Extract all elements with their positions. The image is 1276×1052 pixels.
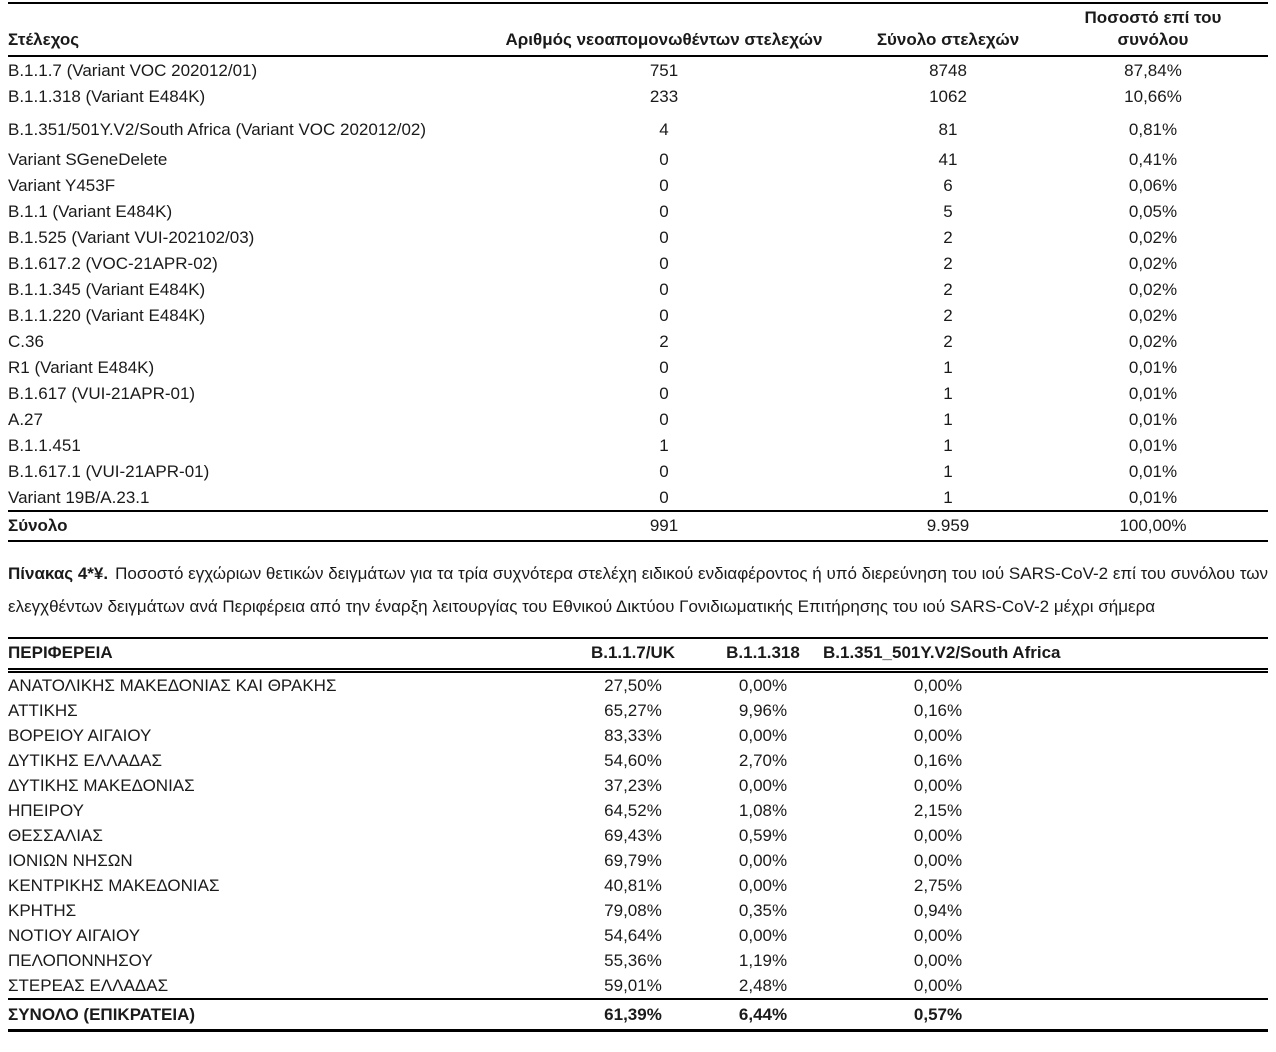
table-cell: 2,70% <box>738 751 788 770</box>
table-row <box>8 773 1268 798</box>
strains-header-row <box>8 3 1268 56</box>
table-cell: 0,02% <box>1128 331 1178 351</box>
regions-header-row <box>8 638 1268 671</box>
table-cell: ΙΟΝΙΩΝ ΝΗΣΩΝ <box>8 851 133 870</box>
table-cell: 54,64% <box>604 926 662 945</box>
table-cell: 87,84% <box>1124 60 1182 80</box>
table-row <box>8 380 1268 406</box>
strains-table <box>8 2 1268 542</box>
table-cell: 0,02% <box>1128 227 1178 247</box>
table-cell: 0,01% <box>1128 487 1178 507</box>
table-cell: 0 <box>659 149 669 169</box>
table-cell: ΔΥΤΙΚΗΣ ΜΑΚΕΔΟΝΙΑΣ <box>8 776 195 795</box>
table-cell: B.1.1.220 (Variant E484K) <box>8 305 206 325</box>
table-cell: B.1.525 (Variant VUI-202102/03) <box>8 227 255 247</box>
table-cell: 0,00% <box>913 676 963 695</box>
table-cell: 0,06% <box>1128 175 1178 195</box>
table-cell: 751 <box>649 60 679 80</box>
table-cell: 0 <box>659 357 669 377</box>
table-cell: 79,08% <box>604 901 662 920</box>
table-row <box>8 923 1268 948</box>
strains-header-total-strains: Σύνολο στελεχών <box>876 30 1020 49</box>
spacer-cell <box>1053 898 1268 923</box>
table-cell: B.1.617 (VUI-21APR-01) <box>8 383 196 403</box>
table-cell: 81 <box>938 120 958 139</box>
table-cell: 2 <box>943 279 953 299</box>
table-cell: 0 <box>659 383 669 403</box>
table-cell: Variant Y453F <box>8 175 116 195</box>
table-cell: 64,52% <box>604 801 662 820</box>
table-row <box>8 948 1268 973</box>
table-cell: Variant 19B/A.23.1 <box>8 487 150 507</box>
table-cell: 6 <box>943 175 953 195</box>
table-cell: 1 <box>943 461 953 481</box>
table-cell: 0,01% <box>1128 461 1178 481</box>
strains-total-row <box>8 511 1268 541</box>
strains-total-strains: 9.959 <box>926 516 970 535</box>
table-cell: 0,01% <box>1128 409 1178 429</box>
table-cell: 0,59% <box>738 826 788 845</box>
regions-total-label: ΣΥΝΟΛΟ (ΕΠΙΚΡΑΤΕΙΑ) <box>8 1004 196 1024</box>
table-cell: 10,66% <box>1124 86 1182 106</box>
table-cell: 0,00% <box>738 876 788 895</box>
table-cell: 0,00% <box>913 726 963 745</box>
table-cell: B.1.1.451 <box>8 435 81 455</box>
table-cell: 0,16% <box>913 701 963 720</box>
regions-header-region: ΠΕΡΙΦΕΡΕΙΑ <box>8 643 113 662</box>
table-cell: 2,75% <box>913 876 963 895</box>
spacer-cell <box>1053 973 1268 999</box>
table-cell: 0 <box>659 305 669 325</box>
table-cell: R1 (Variant E484K) <box>8 357 155 377</box>
spacer-cell <box>1053 773 1268 798</box>
table-cell: 8748 <box>929 60 967 80</box>
strains-header-new-isolates: Αριθμός νεοαπομονωθέντων στελεχών <box>505 30 823 49</box>
table-cell: 0,00% <box>738 726 788 745</box>
strains-table-body <box>8 56 1268 511</box>
spacer-cell <box>1053 698 1268 723</box>
table-cell: 0,81% <box>1128 120 1178 139</box>
table-cell: 0 <box>659 461 669 481</box>
regions-table <box>8 637 1268 1032</box>
table-cell: ΔΥΤΙΚΗΣ ΕΛΛΑΔΑΣ <box>8 751 162 770</box>
table-cell: B.1.351/501Y.V2/South Africa (Variant VOC 202012/02) <box>8 120 427 139</box>
strains-total-percent: 100,00% <box>1119 516 1187 535</box>
regions-total-b117: 61,39% <box>604 1004 662 1024</box>
table-cell: 2,15% <box>913 801 963 820</box>
table-cell: 2 <box>659 331 669 351</box>
table-row <box>8 873 1268 898</box>
table-row <box>8 328 1268 354</box>
table-row <box>8 973 1268 999</box>
table-cell: 0,00% <box>913 826 963 845</box>
table-cell: ΑΝΑΤΟΛΙΚΗΣ ΜΑΚΕΔΟΝΙΑΣ ΚΑΙ ΘΡΑΚΗΣ <box>8 676 337 695</box>
spacer-cell <box>1053 848 1268 873</box>
table-row <box>8 276 1268 302</box>
table-cell: 0,00% <box>913 776 963 795</box>
table-row <box>8 109 1268 146</box>
table-row <box>8 458 1268 484</box>
table-cell: 69,43% <box>604 826 662 845</box>
table-cell: 1,08% <box>738 801 788 820</box>
table-cell: 54,60% <box>604 751 662 770</box>
table-cell: 0 <box>659 253 669 273</box>
table-cell: 0 <box>659 201 669 221</box>
table-cell: 65,27% <box>604 701 662 720</box>
regions-header-b11318: B.1.1.318 <box>726 643 800 662</box>
table-cell: B.1.617.2 (VOC-21APR-02) <box>8 253 218 273</box>
table-cell: 0 <box>659 279 669 299</box>
table-cell: 2 <box>943 227 953 247</box>
table-caption-label: Πίνακας 4*¥. <box>8 564 109 583</box>
table-cell: 4 <box>659 120 669 139</box>
regions-header-b1351: B.1.351_501Y.V2/South Africa <box>823 643 1061 662</box>
table-cell: 0,00% <box>738 926 788 945</box>
table-cell: 0 <box>659 409 669 429</box>
regions-total-b1351: 0,57% <box>913 1004 963 1024</box>
table-row <box>8 250 1268 276</box>
table-row <box>8 172 1268 198</box>
spacer-cell <box>1053 723 1268 748</box>
regions-total-row <box>8 999 1268 1031</box>
regions-total-b11318: 6,44% <box>738 1004 788 1024</box>
table-cell: 0,00% <box>913 851 963 870</box>
table-cell: ΠΕΛΟΠΟΝΝΗΣΟΥ <box>8 951 153 970</box>
regions-table-body <box>8 671 1268 1000</box>
table-cell: 1 <box>943 487 953 507</box>
table-cell: 55,36% <box>604 951 662 970</box>
table-row <box>8 671 1268 699</box>
table-row <box>8 898 1268 923</box>
table-row <box>8 848 1268 873</box>
table-cell: 0,05% <box>1128 201 1178 221</box>
table-cell: 0 <box>659 175 669 195</box>
table-row <box>8 198 1268 224</box>
table-cell: 0,02% <box>1128 279 1178 299</box>
table-cell: 0,35% <box>738 901 788 920</box>
table-cell: 0,01% <box>1128 357 1178 377</box>
table-cell: ΚΡΗΤΗΣ <box>8 901 77 920</box>
table-cell: 5 <box>943 201 953 221</box>
table-cell: B.1.1.318 (Variant E484K) <box>8 86 206 106</box>
spacer-cell <box>1053 948 1268 973</box>
table-cell: 0,00% <box>913 926 963 945</box>
table-cell: 41 <box>938 149 958 169</box>
table-cell: ΒΟΡΕΙΟΥ ΑΙΓΑΙΟΥ <box>8 726 152 745</box>
spacer-cell <box>1053 798 1268 823</box>
table-row <box>8 83 1268 109</box>
table-cell: ΘΕΣΣΑΛΙΑΣ <box>8 826 103 845</box>
table-cell: 1 <box>943 435 953 455</box>
spacer-cell <box>1053 748 1268 773</box>
table-cell: 2 <box>943 305 953 325</box>
spacer-cell <box>1053 923 1268 948</box>
table-cell: 0,00% <box>738 676 788 695</box>
table-row <box>8 723 1268 748</box>
table-row <box>8 748 1268 773</box>
table-cell: B.1.617.1 (VUI-21APR-01) <box>8 461 210 481</box>
table-cell: 2,48% <box>738 976 788 995</box>
table-cell: B.1.1.7 (Variant VOC 202012/01) <box>8 60 258 80</box>
table-cell: 0 <box>659 227 669 247</box>
table-cell: B.1.1.345 (Variant E484K) <box>8 279 206 299</box>
table-cell: ΣΤΕΡΕΑΣ ΕΛΛΑΔΑΣ <box>8 976 169 995</box>
table-row <box>8 354 1268 380</box>
table-row <box>8 406 1268 432</box>
table-cell: 0,16% <box>913 751 963 770</box>
table-cell: 2 <box>943 253 953 273</box>
table-cell: 0,02% <box>1128 253 1178 273</box>
table-caption-text: Ποσοστό εγχώριων θετικών δειγμάτων για τα τρία συχνότερα στελέχη ειδικού ενδιαφέροντος ή υπό διερεύνηση του ιού SARS-CoV-2 επί του συνόλου των ελεγχθέντων δειγμάτων ανά Περιφέρεια από την έναρξη λειτουργίας του Εθνικού Δικτύου Γονιδιωματικής Επιτήρησης του ιού SARS-CoV-2 μέχρι σήμερα <box>8 564 1268 616</box>
table-cell: 1 <box>943 383 953 403</box>
table-cell: 83,33% <box>604 726 662 745</box>
table-cell: 1 <box>659 435 669 455</box>
table-cell: C.36 <box>8 331 44 351</box>
table-row <box>8 484 1268 511</box>
table-cell: 59,01% <box>604 976 662 995</box>
table-row <box>8 698 1268 723</box>
table-row <box>8 823 1268 848</box>
spacer-cell <box>1053 873 1268 898</box>
table-cell: 233 <box>649 86 679 106</box>
table-cell: 1062 <box>929 86 967 106</box>
regions-header-spacer <box>1053 638 1268 671</box>
table-cell: 37,23% <box>604 776 662 795</box>
table-cell: ΗΠΕΙΡΟΥ <box>8 801 84 820</box>
table-row <box>8 302 1268 328</box>
table-cell: 1 <box>943 409 953 429</box>
regions-header-b117: B.1.1.7/UK <box>590 643 676 662</box>
table-cell: 0,00% <box>913 976 963 995</box>
strains-total-new-isolates: 991 <box>649 516 679 535</box>
table-caption <box>8 557 1268 623</box>
table-cell: ΑΤΤΙΚΗΣ <box>8 701 78 720</box>
table-row <box>8 56 1268 83</box>
table-row <box>8 798 1268 823</box>
strains-total-label: Σύνολο <box>8 516 68 535</box>
table-row <box>8 224 1268 250</box>
table-cell: 27,50% <box>604 676 662 695</box>
table-cell: 40,81% <box>604 876 662 895</box>
spacer-cell <box>1053 823 1268 848</box>
table-cell: 0,41% <box>1128 149 1178 169</box>
table-cell: A.27 <box>8 409 43 429</box>
table-cell: 0 <box>659 487 669 507</box>
table-cell: 9,96% <box>738 701 788 720</box>
table-cell: 0,01% <box>1128 435 1178 455</box>
table-cell: 0,00% <box>738 776 788 795</box>
table-cell: 1 <box>943 357 953 377</box>
table-row <box>8 432 1268 458</box>
strains-header-percent-of-total: Ποσοστό επί του συνόλου <box>1084 8 1222 49</box>
table-cell: 0,00% <box>913 951 963 970</box>
strains-header-strain: Στέλεχος <box>8 30 80 49</box>
regions-total-spacer <box>1053 999 1268 1031</box>
table-cell: 0,94% <box>913 901 963 920</box>
table-cell: 0,02% <box>1128 305 1178 325</box>
table-cell: B.1.1 (Variant E484K) <box>8 201 173 221</box>
table-cell: 1,19% <box>738 951 788 970</box>
table-row <box>8 146 1268 172</box>
table-cell: 2 <box>943 331 953 351</box>
table-cell: 0,00% <box>738 851 788 870</box>
table-cell: ΚΕΝΤΡΙΚΗΣ ΜΑΚΕΔΟΝΙΑΣ <box>8 876 220 895</box>
table-cell: ΝΟΤΙΟΥ ΑΙΓΑΙΟΥ <box>8 926 141 945</box>
table-cell: 0,01% <box>1128 383 1178 403</box>
table-cell: Variant SGeneDelete <box>8 149 168 169</box>
table-cell: 69,79% <box>604 851 662 870</box>
spacer-cell <box>1053 671 1268 699</box>
